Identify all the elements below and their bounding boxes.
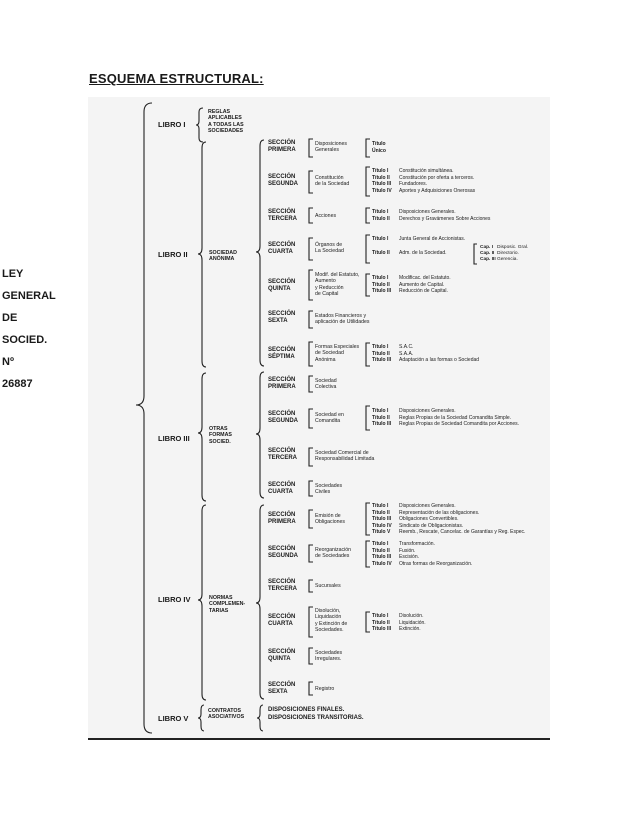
section-description bbox=[315, 272, 359, 297]
section-line: CUARTA bbox=[268, 621, 293, 628]
libro-1-label: LIBRO I bbox=[158, 120, 186, 129]
desc-line: La Sociedad bbox=[315, 248, 344, 255]
titulo-list bbox=[372, 541, 472, 567]
titulo-key: Título III bbox=[372, 516, 392, 523]
section-line: SECCIÓN bbox=[268, 448, 296, 454]
titulo-row bbox=[372, 548, 472, 555]
libro-4-content bbox=[209, 595, 245, 614]
section-line: SECCIÓN bbox=[268, 682, 296, 688]
titulo-row bbox=[372, 523, 525, 530]
desc-line: Reorganización bbox=[315, 547, 352, 553]
libro-3-content bbox=[209, 426, 232, 445]
titulo-key: Título IV bbox=[372, 560, 392, 567]
capitulo-value: Gerencia. bbox=[497, 257, 518, 262]
titulo-key: Título IV bbox=[372, 522, 392, 529]
titulo-list bbox=[372, 613, 426, 633]
desc-line: Sucursales bbox=[315, 583, 341, 589]
titulo-key: Título I bbox=[372, 541, 389, 547]
content-line: SOCIEDAD bbox=[209, 250, 237, 256]
desc-line: Sociedades. bbox=[315, 626, 344, 633]
libro-3-seccion-primera bbox=[268, 377, 296, 391]
titulo-list bbox=[372, 408, 519, 428]
desc-line: de la Sociedad bbox=[315, 181, 350, 188]
titulo-value: Sindicato de Obligacionistas. bbox=[399, 522, 464, 529]
content-line: CONTRATOS bbox=[208, 708, 242, 714]
page-heading: ESQUEMA ESTRUCTURAL: bbox=[89, 71, 264, 86]
titulo-row bbox=[372, 620, 426, 627]
titulo-list bbox=[372, 236, 465, 243]
section-line: SECCIÓN bbox=[268, 174, 296, 180]
section-line: SEGUNDA bbox=[268, 553, 299, 560]
titulo-row bbox=[372, 541, 472, 548]
section-description bbox=[315, 213, 336, 219]
desc-line: aplicación de Utilidades bbox=[315, 319, 370, 326]
capitulo-list bbox=[480, 245, 528, 263]
section-line: SECCIÓN bbox=[268, 411, 296, 417]
titulo-key: Título III bbox=[372, 554, 392, 561]
titulo-value: Constitución por oferta a terceros. bbox=[399, 174, 475, 181]
law-line: Nº bbox=[2, 356, 14, 368]
titulo-value: Disposiciones Generales. bbox=[399, 503, 456, 509]
section-description bbox=[315, 412, 344, 425]
titulo-key: Título IV bbox=[372, 187, 392, 194]
desc-line: Disposiciones bbox=[315, 141, 348, 147]
titulo-row bbox=[372, 209, 490, 216]
titulo-key: Título III bbox=[372, 626, 392, 633]
section-line: SECCIÓN bbox=[268, 614, 296, 620]
section-description bbox=[315, 242, 344, 255]
titulo-value: Derechos y Gravámenes Sobre Acciones bbox=[399, 215, 491, 222]
titulo-key: Título III bbox=[372, 357, 392, 364]
section-description bbox=[315, 608, 347, 633]
section-line: TERCERA bbox=[268, 586, 298, 593]
libro-4-seccion-tercera bbox=[268, 579, 297, 593]
content-line: A TODAS LAS bbox=[208, 121, 244, 128]
titulo-list bbox=[372, 250, 447, 257]
titulo-row bbox=[372, 529, 525, 536]
section-line: SECCIÓN bbox=[268, 649, 296, 655]
capitulo-value: Directorio. bbox=[497, 251, 519, 256]
section-description bbox=[315, 650, 342, 663]
titulo-row bbox=[372, 357, 479, 364]
desc-line: y Extinción de bbox=[315, 620, 348, 627]
libro-2-label: LIBRO II bbox=[158, 250, 188, 259]
titulo-value: S.A.A. bbox=[399, 350, 414, 357]
titulo-value: Reglas Propias de la Sociedad Comandita Simple. bbox=[399, 414, 512, 421]
titulo-row bbox=[372, 421, 519, 428]
desc-line: Comandita bbox=[315, 418, 341, 425]
section-line: SEGUNDA bbox=[268, 181, 299, 188]
final-line: DISPOSICIONES TRANSITORIAS. bbox=[268, 714, 364, 721]
section-line: CUARTA bbox=[268, 249, 293, 256]
libro-3-seccion-tercera bbox=[268, 448, 297, 462]
titulo-row bbox=[372, 561, 472, 568]
titulo-key: Título I bbox=[372, 209, 389, 215]
desc-line: Obligaciones bbox=[315, 519, 345, 526]
section-line: TERCERA bbox=[268, 216, 298, 223]
titulo-row bbox=[372, 626, 426, 633]
section-description bbox=[315, 175, 349, 188]
titulo-key: Título II bbox=[372, 174, 390, 181]
titulo-key: Título I bbox=[372, 408, 389, 414]
law-line: SOCIED. bbox=[2, 334, 48, 346]
titulo-row bbox=[372, 175, 475, 182]
section-description bbox=[315, 378, 337, 391]
content-line: OTRAS bbox=[209, 426, 228, 432]
titulo-row bbox=[372, 216, 490, 223]
titulo-row bbox=[372, 415, 519, 422]
section-line: SEXTA bbox=[268, 318, 288, 325]
titulo-value: Escisión. bbox=[399, 554, 420, 561]
law-line: GENERAL bbox=[2, 290, 56, 302]
titulo-row bbox=[372, 613, 426, 620]
titulo-key: Título I bbox=[372, 236, 389, 242]
section-line: SECCIÓN bbox=[268, 482, 296, 488]
libro-2-seccion-septima bbox=[268, 347, 295, 361]
titulo-row bbox=[372, 510, 525, 517]
titulo-row bbox=[372, 516, 525, 523]
desc-line: Emisión de bbox=[315, 513, 341, 519]
section-line: SECCIÓN bbox=[268, 242, 296, 248]
titulo-value: Reglas Propias de Sociedad Comandita por Acciones. bbox=[399, 421, 520, 428]
desc-line: Generales bbox=[315, 147, 339, 154]
section-description bbox=[315, 313, 370, 326]
section-description bbox=[315, 583, 341, 589]
desc-line: Acciones bbox=[315, 213, 337, 219]
desc-line: de Sociedad bbox=[315, 350, 344, 357]
titulo-list bbox=[372, 168, 475, 194]
section-line: PRIMERA bbox=[268, 147, 296, 154]
titulo-key: Único bbox=[372, 147, 386, 154]
section-line: PRIMERA bbox=[268, 384, 296, 391]
titulo-list bbox=[372, 275, 451, 295]
section-description bbox=[315, 344, 359, 363]
libro-4-seccion-cuarta bbox=[268, 614, 295, 628]
section-line: SECCIÓN bbox=[268, 279, 296, 285]
content-line: ASOCIATIVOS bbox=[208, 714, 245, 721]
titulo-value: Fundadores. bbox=[399, 181, 428, 188]
libro-2-seccion-tercera bbox=[268, 209, 297, 223]
desc-line: Aumento bbox=[315, 278, 336, 285]
titulo-value: Representación de las obligaciones. bbox=[399, 509, 480, 516]
law-line: 26887 bbox=[2, 378, 33, 390]
section-description bbox=[315, 141, 347, 154]
titulo-list bbox=[372, 141, 386, 154]
titulo-list bbox=[372, 344, 479, 364]
section-description bbox=[315, 483, 342, 496]
desc-line: Colectiva bbox=[315, 384, 337, 391]
titulo-list bbox=[372, 503, 525, 536]
titulo-row bbox=[372, 554, 472, 561]
section-line: TERCERA bbox=[268, 455, 298, 462]
titulo-key: Título I bbox=[372, 344, 389, 350]
titulo-row bbox=[372, 408, 519, 415]
section-line: SEGUNDA bbox=[268, 418, 299, 425]
titulo-key: Título II bbox=[372, 619, 390, 626]
titulo-value: Disposiciones Generales. bbox=[399, 408, 456, 414]
content-line: TARIAS bbox=[209, 607, 229, 614]
libro-3-seccion-cuarta bbox=[268, 482, 295, 496]
titulo-key: Título II bbox=[372, 281, 390, 288]
section-line: QUINTA bbox=[268, 286, 291, 293]
final-line: DISPOSICIONES FINALES. bbox=[268, 707, 345, 713]
titulo-value: Disolución. bbox=[399, 613, 424, 619]
titulo-value: Reemb., Rescate, Cancelac. de Garantías y Reg. Espec. bbox=[399, 529, 526, 536]
titulo-key: Título II bbox=[372, 250, 390, 256]
section-line: SÉPTIMA bbox=[268, 354, 295, 361]
section-line: SEXTA bbox=[268, 689, 288, 696]
content-line: SOCIED. bbox=[209, 438, 231, 445]
titulo-list bbox=[372, 209, 490, 222]
desc-line: Estados Financieros y bbox=[315, 313, 367, 319]
desc-line: Anónima bbox=[315, 356, 336, 363]
libro-3-label: LIBRO III bbox=[158, 434, 190, 443]
titulo-value: S.A.C. bbox=[399, 344, 414, 350]
titulo-value: Extinción. bbox=[399, 626, 421, 633]
content-line: REGLAS bbox=[208, 109, 231, 115]
titulo-row bbox=[372, 181, 475, 188]
desc-line: de Capital bbox=[315, 290, 339, 297]
content-line: COMPLEMEN- bbox=[209, 601, 246, 608]
titulo-value: Transformación. bbox=[399, 541, 435, 547]
section-line: SECCIÓN bbox=[268, 209, 296, 215]
section-line: SECCIÓN bbox=[268, 311, 296, 317]
titulo-key: Título III bbox=[372, 181, 392, 188]
titulo-value: Reducción de Capital. bbox=[399, 288, 448, 295]
titulo-row bbox=[372, 288, 451, 295]
titulo-key: Título I bbox=[372, 275, 389, 281]
titulo-key: Título II bbox=[372, 414, 390, 421]
titulo-row bbox=[372, 275, 451, 282]
capitulo-value: Disposic. Gral. bbox=[497, 245, 529, 250]
section-line: SECCIÓN bbox=[268, 377, 296, 383]
libro-4-seccion-sexta bbox=[268, 682, 295, 696]
desc-line: Liquidación bbox=[315, 614, 342, 621]
section-description bbox=[315, 513, 345, 526]
section-description bbox=[315, 686, 334, 692]
titulo-value: Liquidación. bbox=[399, 619, 426, 626]
capitulo-key: Cap. II bbox=[480, 251, 495, 256]
libro-2-seccion-segunda bbox=[268, 174, 298, 188]
libro-2-seccion-sexta bbox=[268, 311, 295, 325]
titulo-value: Obligaciones Convertibles. bbox=[399, 516, 459, 523]
titulo-value: Fusión. bbox=[399, 547, 416, 554]
section-description bbox=[315, 450, 374, 463]
libro-2-content bbox=[209, 250, 237, 263]
law-line: DE bbox=[2, 312, 18, 324]
section-line: SECCIÓN bbox=[268, 546, 296, 552]
desc-line: y Reducción bbox=[315, 284, 344, 291]
titulo-value: Adm. de la Sociedad. bbox=[399, 250, 447, 256]
titulo-key: Título II bbox=[372, 215, 390, 222]
titulo-key: Título I bbox=[372, 503, 389, 509]
titulo-row bbox=[372, 351, 479, 358]
desc-line: Sociedades bbox=[315, 650, 343, 656]
titulo-value: Junta General de Accionistas. bbox=[399, 236, 466, 242]
capitulo-key: Cap. I bbox=[480, 245, 494, 250]
titulo-key: Título II bbox=[372, 509, 390, 516]
titulo-row bbox=[372, 344, 479, 351]
titulo-row bbox=[372, 250, 447, 257]
titulo-value: Modificac. del Estatuto. bbox=[399, 275, 451, 281]
libro-2-seccion-quinta bbox=[268, 279, 295, 293]
content-line: NORMAS bbox=[209, 595, 233, 601]
section-description bbox=[315, 547, 351, 560]
titulo-value: Otras formas de Reorganización. bbox=[399, 560, 473, 567]
desc-line: Sociedades bbox=[315, 483, 343, 489]
desc-line: Sociedad en bbox=[315, 412, 344, 418]
section-line: SECCIÓN bbox=[268, 347, 296, 353]
capitulo-row bbox=[480, 257, 528, 263]
desc-line: Órganos de bbox=[315, 242, 343, 248]
section-line: CUARTA bbox=[268, 489, 293, 496]
libro-5-content bbox=[208, 708, 244, 721]
titulo-key: Título I bbox=[372, 168, 389, 174]
titulo-key: Título III bbox=[372, 288, 392, 295]
capitulo-key: Cap. III bbox=[480, 257, 496, 262]
titulo-row bbox=[372, 236, 465, 243]
desc-line: Irregulares. bbox=[315, 656, 342, 663]
section-line: PRIMERA bbox=[268, 519, 296, 526]
titulo-value: Adaptación a las formas o Sociedad bbox=[399, 357, 480, 364]
titulo-key: Título II bbox=[372, 350, 390, 357]
desc-line: Disolución, bbox=[315, 608, 341, 614]
content-line: APLICABLES bbox=[208, 115, 242, 122]
titulo-key: Título bbox=[372, 141, 386, 147]
desc-line: Sociedad Comercial de bbox=[315, 450, 369, 456]
section-line: SECCIÓN bbox=[268, 579, 296, 585]
desc-line: Responsabilidad Limitada bbox=[315, 456, 375, 463]
titulo-value: Aportes y Adquisiciones Onerosas bbox=[399, 187, 476, 194]
desc-line: de Sociedades bbox=[315, 553, 350, 560]
titulo-value: Disposiciones Generales. bbox=[399, 209, 456, 215]
section-line: SECCIÓN bbox=[268, 512, 296, 518]
titulo-row bbox=[372, 503, 525, 510]
desc-line: Sociedad bbox=[315, 378, 337, 384]
desc-line: Constitución bbox=[315, 175, 344, 181]
libro-2-seccion-cuarta bbox=[268, 242, 295, 256]
final-dispositions bbox=[268, 707, 364, 722]
titulo-key: Título II bbox=[372, 547, 390, 554]
content-line: SOCIEDADES bbox=[208, 128, 244, 135]
desc-line: Formas Especiales bbox=[315, 344, 360, 350]
desc-line: Modif. del Estatuto, bbox=[315, 272, 360, 278]
desc-line: Registro bbox=[315, 686, 335, 692]
libro-4-label: LIBRO IV bbox=[158, 595, 191, 604]
content-line: FORMAS bbox=[209, 432, 232, 439]
libro-5-label: LIBRO V bbox=[158, 714, 189, 723]
law-line: LEY bbox=[2, 268, 24, 280]
section-line: QUINTA bbox=[268, 656, 291, 663]
titulo-value: Aumento de Capital. bbox=[399, 281, 445, 288]
desc-line: Civiles bbox=[315, 489, 331, 496]
content-line: ANÓNIMA bbox=[209, 256, 235, 263]
section-line: SECCIÓN bbox=[268, 140, 296, 146]
libro-4-seccion-segunda bbox=[268, 546, 298, 560]
libro-1-content bbox=[208, 109, 244, 135]
titulo-key: Título I bbox=[372, 613, 389, 619]
titulo-row bbox=[372, 168, 475, 175]
law-title bbox=[2, 263, 62, 395]
titulo-value: Constitución simultánea. bbox=[399, 168, 454, 174]
libro-4-seccion-quinta bbox=[268, 649, 295, 663]
libro-4-seccion-primera bbox=[268, 512, 296, 526]
titulo-key: Título V bbox=[372, 529, 391, 536]
titulo-row bbox=[372, 282, 451, 289]
titulo-row bbox=[372, 188, 475, 195]
titulo-key: Título III bbox=[372, 421, 392, 428]
libro-3-seccion-segunda bbox=[268, 411, 298, 425]
libro-2-seccion-primera bbox=[268, 140, 296, 154]
